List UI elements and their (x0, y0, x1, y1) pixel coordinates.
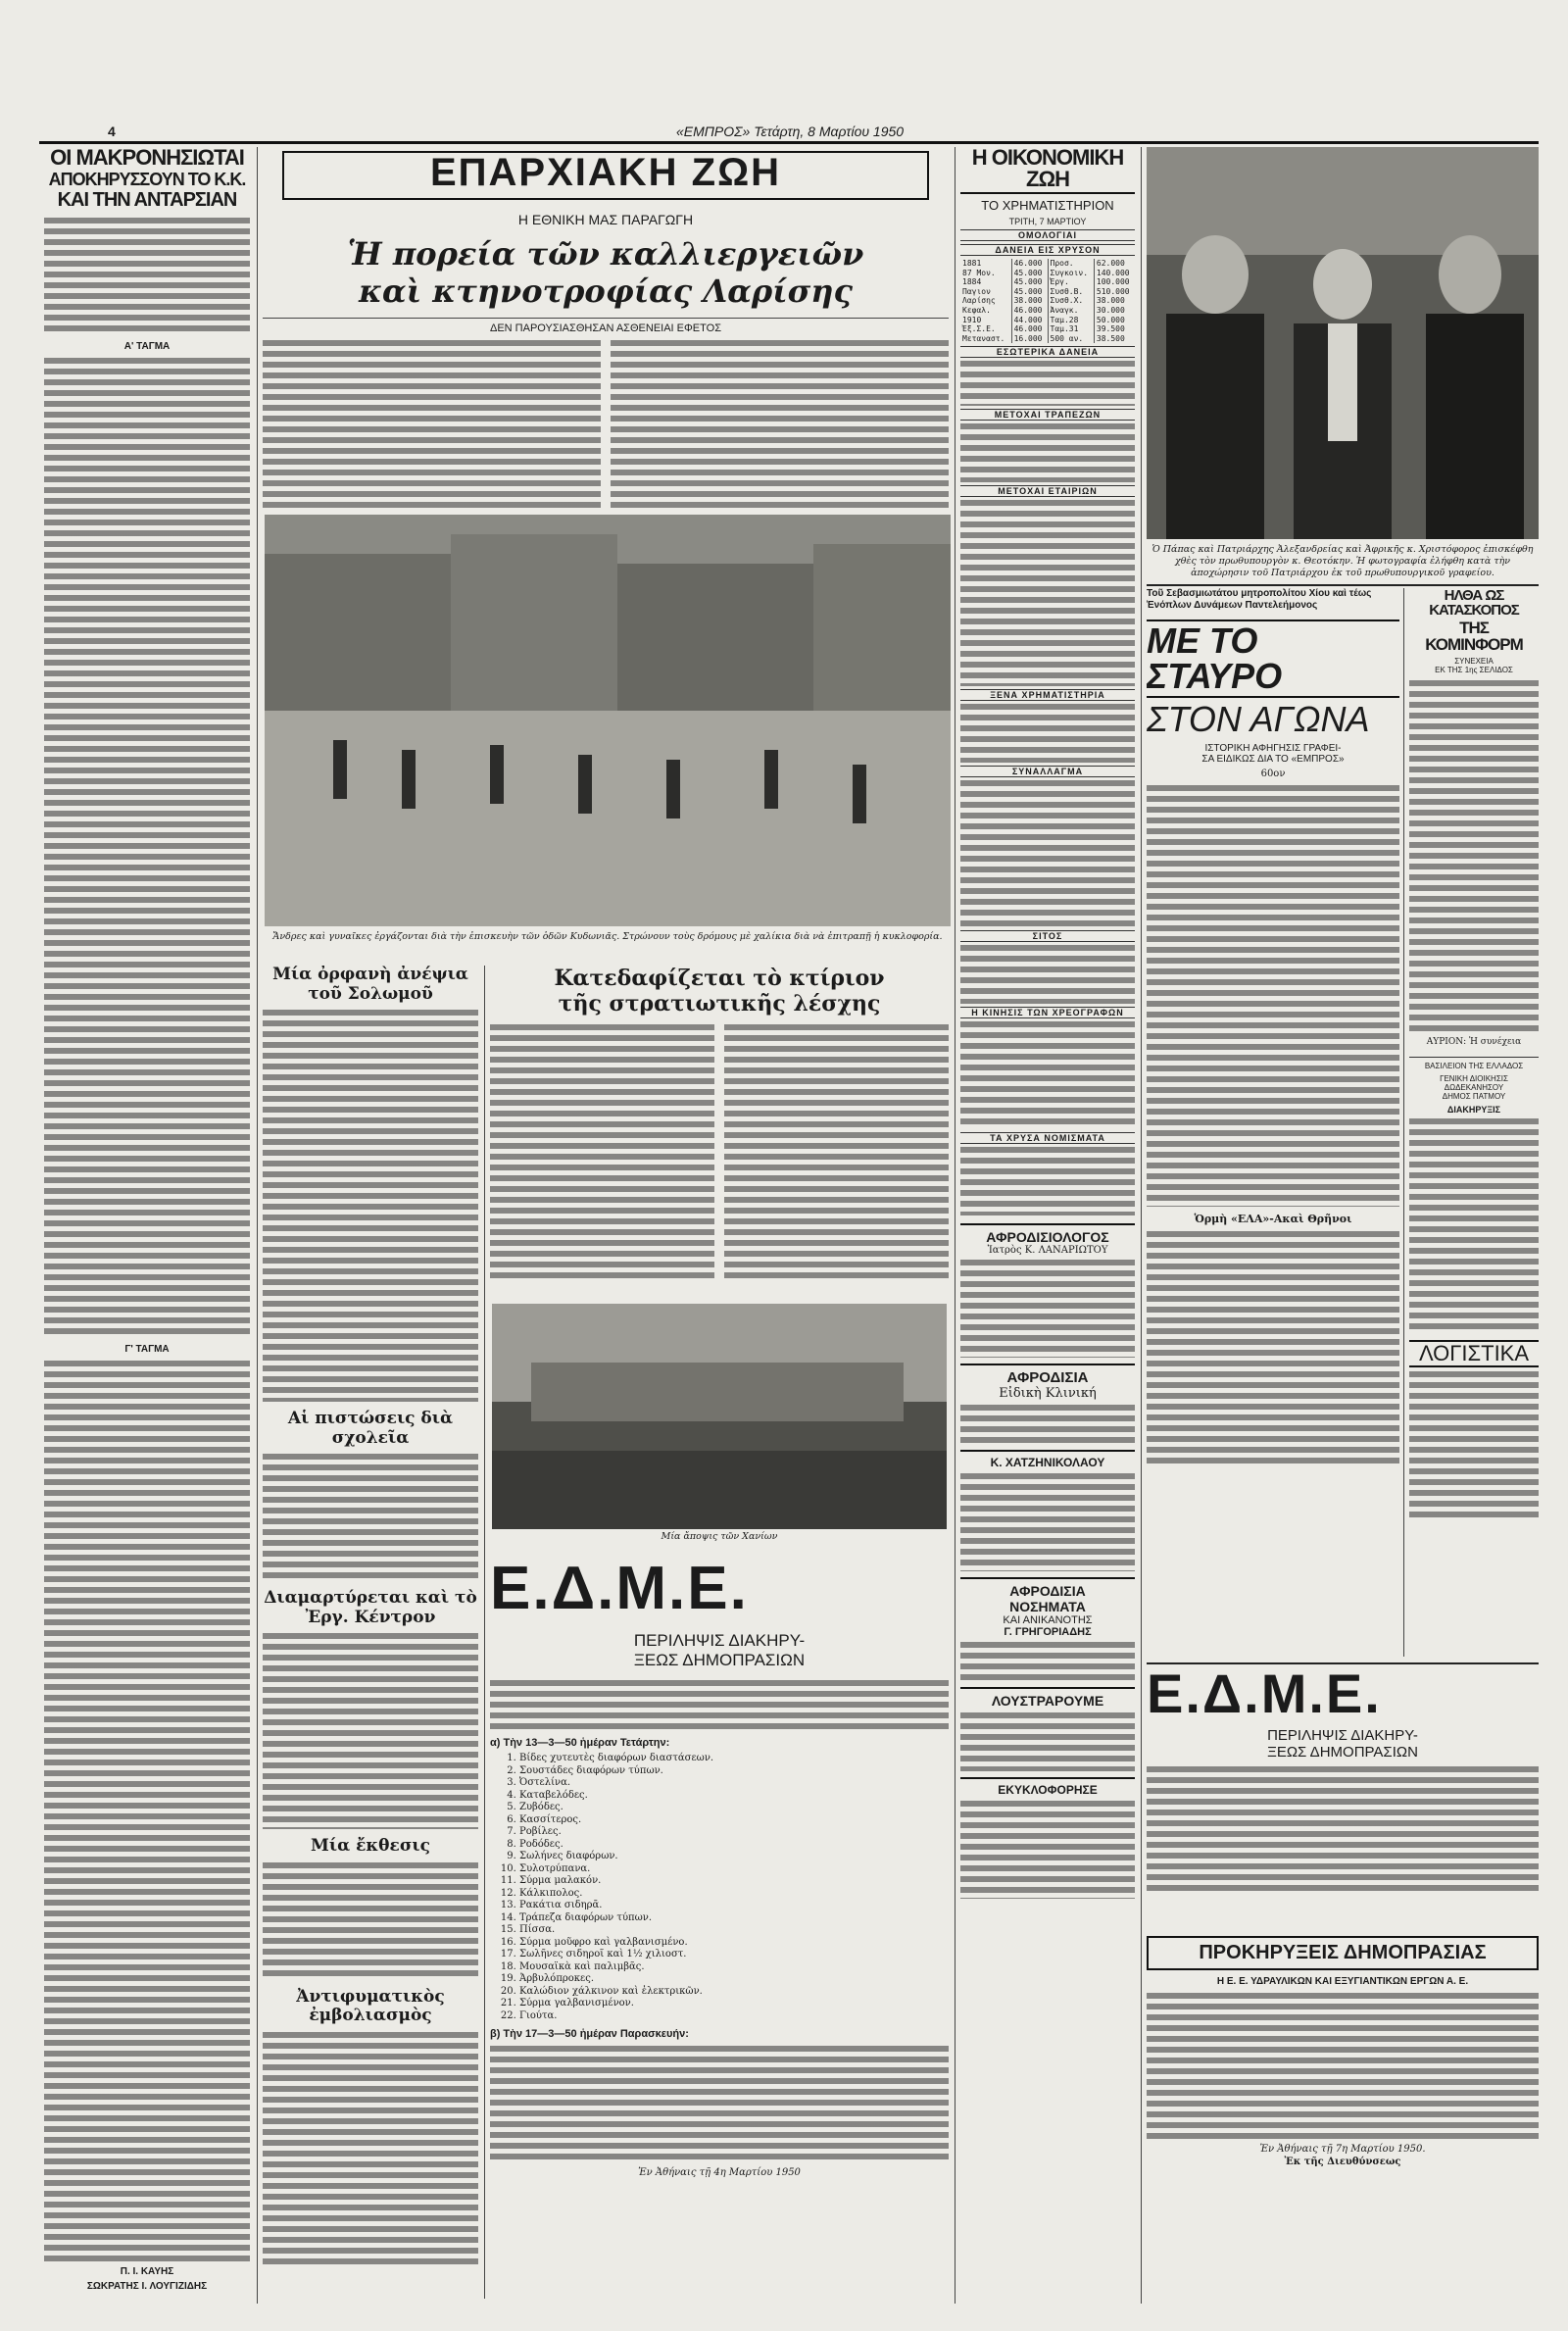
street-photo-svg (265, 515, 951, 926)
ad-chatzinikolaou: Κ. ΧΑΤΖΗΝΙΚΟΛΑΟΥ (960, 1450, 1135, 1469)
edme-center-logo: Ε.Δ.Μ.Ε. (490, 1559, 749, 1622)
prokirixeis-sub: Η Ε. Ε. ΥΔΡΑΥΛΙΚΩΝ ΚΑΙ ΕΞΥΓΙΑΝΤΙΚΩΝ ΕΡΓΩΝ Α. Ε. (1216, 1976, 1469, 1987)
eparxiaki-banner-text: ΕΠΑΡΧΙΑΚΗ ΖΩΗ (429, 151, 782, 194)
ad-kykloforise: ΕΚΥΚΛΟΦΟΡΗΣΕ (960, 1777, 1135, 1797)
edme-right-body (1147, 1766, 1539, 1894)
cell: Λαρίσης (962, 296, 996, 306)
edme-item: 14. Τράπεζα διαφόρων τύπων. (519, 1912, 949, 1925)
cell: 45.000 (1011, 269, 1048, 278)
prokirixeis-section (1147, 1936, 1539, 2304)
far-right-column (1409, 588, 1539, 1657)
stavro-sub-1: ΙΣΤΟΡΙΚΗ ΑΦΗΓΗΣΙΣ ΓΡΑΦΕΙ- (1204, 743, 1342, 754)
edme-item: 9. Σωλήνες διαφόρων. (519, 1851, 949, 1863)
far-right-diakyxis: ΔΙΑΚΗΡΥΞΙΣ (1446, 1105, 1501, 1115)
left-footer: ΣΩΚΡΑΤΗΣ Ι. ΛΟΥΓΙΖΙΔΗΣ (86, 2281, 208, 2292)
rule-edme-right (1147, 1662, 1539, 1664)
cell: Παγιον (962, 286, 991, 296)
cell: Ἐξ.Σ.Ε. (962, 324, 996, 334)
chania-photo (492, 1304, 947, 1529)
left-headline-line-1: ΟΙ ΜΑΚΡΟΝΗΣΙΩΤΑΙ (50, 147, 244, 170)
rule-right-2 (1403, 588, 1404, 1657)
patriarch-photo-svg (1147, 147, 1539, 539)
cell: 38.500 (1094, 334, 1135, 344)
oikonomiki-date: ΤΡΙΤΗ, 7 ΜΑΡΤΙΟΥ (1008, 217, 1087, 226)
solomos-title: Μία ὀρφανὴ ἀνέψια τοῦ Σολωμοῦ (272, 966, 468, 1004)
edme-item: 18. Μουσαϊκὰ καὶ παλιμβᾶς. (519, 1961, 949, 1974)
far-right-logistika-body (1409, 1371, 1539, 1518)
pistoseis-title: Αἱ πιστώσεις διὰ σχολεῖα (287, 1409, 454, 1448)
edme-right-title-2: ΞΕΩΣ ΔΗΜΟΠΡΑΣΙΩΝ (1267, 1744, 1418, 1761)
eparxiaki-body-col-1 (263, 340, 601, 509)
oikonomiki-section-2: ΕΣΩΤΕΡΙΚΑ ΔΑΝΕΙΑ (960, 346, 1135, 358)
ekthesis-title: Μία ἔκθεσις (311, 1836, 430, 1857)
cell: 1910 (962, 315, 982, 324)
oikonomiki-title: ΤΟ ΧΡΗΜΑΤΙΣΤΗΡΙΟΝ (981, 198, 1114, 213)
prokirixeis-body (1147, 1993, 1539, 2140)
edme-item: 12. Κάλκιπολος. (519, 1888, 949, 1901)
gold-text (960, 1147, 1135, 1215)
cell: Ἀναγκ. (1048, 306, 1094, 316)
page-number: 4 (108, 124, 116, 139)
diamartyrontai-title: Διαμαρτύρεται καὶ τὸ Ἐργ. Κέντρον (264, 1588, 477, 1627)
stavro-body-2 (1147, 1231, 1399, 1466)
cell: 62.000 (1094, 259, 1135, 269)
edme-item: 2. Σουστάδες διαφόρων τύπων. (519, 1765, 949, 1778)
far-right-headline-1: ΗΛΘΑ ΩΣ ΚΑΤΑΣΚΟΠΟΣ (1429, 588, 1519, 619)
oikonomiki-section-5: ΞΕΝΑ ΧΡΗΜΑΤΙΣΤΗΡΙΑ (960, 689, 1135, 701)
cell: 16.000 (1011, 334, 1048, 344)
ad-anikanotis: ΚΑΙ ΑΝΙΚΑΝΟΤΗΣ (1003, 1614, 1093, 1627)
cell: 140.000 (1094, 269, 1135, 278)
patriarch-caption: Ὁ Πάπας καὶ Πατριάρχης Ἀλεξανδρείας καὶ Ἀφρικῆς κ. Χριστόφορος ἐπισκέφθη χθὲς τὸν πρωθυπουργὸν κ. Θεοτόκην. Ἡ φωτογραφία ἐλήφθη κατὰ τὴν ἀποχώρησιν τοῦ Πατριάρχου ἐκ τοῦ πρωθυπουργικοῦ γραφείου. (1152, 544, 1534, 578)
ktirion-body (490, 1024, 949, 1279)
prokirixeis-date: Ἐν Ἀθήναις τῇ 7η Μαρτίου 1950. (1259, 2144, 1426, 2155)
cell: 46.000 (1011, 324, 1048, 334)
company-shares-table (960, 500, 1135, 686)
cell: Κεφαλ. (962, 305, 991, 315)
cell: 38.000 (1094, 296, 1135, 306)
far-right-diakyxis-body (1409, 1118, 1539, 1334)
bank-shares-table (960, 423, 1135, 482)
eparxiaki-subtitle: ΔΕΝ ΠΑΡΟΥΣΙΑΣΘΗΣΑΝ ΑΣΘΕΝΕΙΑΙ ΕΦΕΤΟΣ (263, 318, 949, 334)
cell: 30.000 (1094, 306, 1135, 316)
edme-center-items (490, 1753, 949, 2022)
table-row (960, 277, 1135, 287)
ktirion-body-col-2 (724, 1024, 949, 1279)
cell: 38.000 (1011, 296, 1048, 306)
edme-item: 3. Ὀστελίνα. (519, 1777, 949, 1790)
left-text-block-1 (44, 358, 250, 1338)
rule-mid-2 (955, 147, 956, 2304)
street-photo-caption: Ἄνδρες καὶ γυναῖκες ἐργάζονται διὰ τὴν ἐπισκευὴν τῶν ὁδῶν Κυδωνιᾶς. Στρώνουν τοὺς δρόμους μὲ χαλίκια διὰ νὰ ἐπιτραπῇ ἡ κυκλοφορία. (272, 931, 943, 942)
ad-loustraroume-text (960, 1712, 1135, 1771)
stavro-part: 60ον (1260, 769, 1286, 779)
far-right-tomorrow: ΑΥΡΙΟΝ: Ἡ συνέχεια (1426, 1037, 1522, 1047)
far-right-headline-2: ΤΗΣ ΚΟΜΙΝΦΟΡΜ (1425, 619, 1523, 654)
cell: 46.000 (1011, 306, 1048, 316)
edme-right-title-1: ΠΕΡΙΛΗΨΙΣ ΔΙΑΚΗΡΥ- (1267, 1727, 1418, 1744)
edme-item: 20. Καλώδιον χάλκινον καὶ ἐλεκτρικῶν. (519, 1986, 949, 1999)
left-column (44, 147, 250, 2304)
cell: 44.000 (1011, 316, 1048, 325)
edme-item: 16. Σύρμα μοῦφρο καὶ γαλβανισμένο. (519, 1937, 949, 1950)
edme-center-footer: Ἐν Ἀθήναις τῇ 4η Μαρτίου 1950 (638, 2167, 801, 2178)
prokirixeis-sign: Ἐκ τῆς Διευθύνσεως (1284, 2157, 1401, 2167)
cell: 510.000 (1094, 287, 1135, 297)
rule-top-photo (1147, 584, 1539, 586)
stavro-kicker: Τοῦ Σεβασμιωτάτου μητροπολίτου Χίου καὶ τέως Ἐνόπλων Δυνάμεων Παντελεήμονος (1147, 588, 1372, 611)
cell: 45.000 (1011, 277, 1048, 287)
rule-left (257, 147, 258, 2304)
far-right-from-page: ΕΚ ΤΗΣ 1ης ΣΕΛΙΔΟΣ (1435, 666, 1513, 674)
edme-right-logo: Ε.Δ.Μ.Ε. (1147, 1666, 1382, 1724)
edme-item: 10. Συλοτρύπανα. (519, 1863, 949, 1876)
oikonomiki-section-7: ΣΙΤΟΣ (960, 930, 1135, 942)
cell: Συγκοιν. (1048, 269, 1094, 278)
oikonomiki-section-1: ΟΜΟΛΟΓΙΑΙ (960, 229, 1135, 241)
stavro-title-1: ΜΕ ΤΟ ΣΤΑΥΡΟ (1147, 620, 1399, 698)
eparxiaki-body-col-2 (611, 340, 949, 509)
left-subhead-g: Γ' ΤΑΓΜΑ (124, 1344, 170, 1355)
cell: Ἐργ. (1048, 277, 1094, 287)
cell: Ταμ.31 (1048, 324, 1094, 334)
edme-item: 7. Ροβίλες. (519, 1826, 949, 1839)
eparxiaki-banner (282, 151, 929, 200)
oikonomiki-section-3: ΜΕΤΟΧΑΙ ΤΡΑΠΕΖΩΝ (960, 409, 1135, 421)
edme-item: 17. Σωλῆνες σιδηροῖ καὶ 1½ χιλιοστ. (519, 1949, 949, 1961)
table-row (960, 306, 1135, 316)
eparxiaki-title-2: καὶ κτηνοτροφίας Λαρίσης (359, 273, 853, 310)
solomos-body (263, 1010, 478, 1402)
ktirion-story (490, 966, 949, 1299)
edme-item: 11. Σύρμα μαλακόν. (519, 1875, 949, 1888)
edme-center-date-line: α) Τὴν 13—3—50 ἡμέραν Τετάρτην: (490, 1737, 670, 1749)
stavro-title-2: ΣΤΟΝ ΑΓΩΝΑ (1147, 699, 1370, 739)
ktirion-title-1: Κατεδαφίζεται τὸ κτίριον (554, 966, 885, 991)
rule-mid-1 (484, 966, 485, 2299)
rule-right-1 (1141, 147, 1142, 2304)
far-right-dimos: ΔΗΜΟΣ ΠΑΤΜΟΥ (1442, 1092, 1506, 1101)
stavro-body-1 (1147, 785, 1399, 1207)
far-right-gen: ΓΕΝΙΚΗ ΔΙΟΙΚΗΣΙΣ ΔΩΔΕΚΑΝΗΣΟΥ (1440, 1074, 1508, 1092)
ad-afrodisia-2: ΑΦΡΟΔΙΣΙΑ (960, 1577, 1135, 1599)
edme-center-title-2: ΞΕΩΣ ΔΗΜΟΠΡΑΣΙΩΝ (633, 1651, 806, 1669)
table-row (960, 324, 1135, 334)
table-row (960, 269, 1135, 278)
stavro-section (1147, 588, 1399, 1568)
ad-grigoriadis-text (960, 1642, 1135, 1681)
edme-item: 8. Ροδόδες. (519, 1839, 949, 1852)
ktirion-body-col-1 (490, 1024, 714, 1279)
ad-chatzinikolaou-text (960, 1473, 1135, 1571)
ktirion-title-2: τῆς στρατιωτικῆς λέσχης (558, 991, 881, 1017)
ad-afrodisia: ΑΦΡΟΔΙΣΙΑ (960, 1364, 1135, 1386)
edme-item: 19. Ἀρβυλόπροκες. (519, 1973, 949, 1986)
cell: 50.000 (1094, 316, 1135, 325)
foreign-exchange-table (960, 704, 1135, 763)
edme-item: 4. Καταβελόδες. (519, 1790, 949, 1803)
cell: 45.000 (1011, 287, 1048, 297)
currency-table (960, 780, 1135, 927)
cell: 500 αν. (1048, 334, 1094, 344)
edme-item: 22. Γιούτα. (519, 2010, 949, 2023)
antiv-body (263, 2032, 478, 2267)
antiv-title: Ἀντιφυματικὸς ἐμβολιασμὸς (296, 1986, 445, 2026)
table-row (960, 259, 1135, 269)
prokirixeis-title: ΠΡΟΚΗΡΥΞΕΙΣ ΔΗΜΟΠΡΑΣΙΑΣ (1147, 1936, 1539, 1970)
cell: 1881 (962, 259, 982, 268)
oikonomiki-section-1b: ΔΑΝΕΙΑ ΕΙΣ ΧΡΥΣΟΝ (960, 244, 1135, 256)
oikonomiki-section-6: ΣΥΝΑΛΛΑΓΜΑ (960, 766, 1135, 777)
chania-caption: Μία ἄποψις τῶν Χανίων (661, 1531, 778, 1542)
securities-text (960, 1021, 1135, 1129)
edme-item: 13. Ρακάτια σιδηρᾶ. (519, 1900, 949, 1912)
edme-right (1147, 1666, 1539, 1921)
pistoseis-body (263, 1454, 478, 1581)
left-intro-text (44, 218, 250, 335)
edme-center-title-1: ΠΕΡΙΛΗΨΙΣ ΔΙΑΚΗΡΥ- (633, 1631, 806, 1650)
eparxiaki-title-1: Ἡ πορεία τῶν καλλιεργειῶν (347, 235, 864, 273)
cell: Προσ. (1048, 259, 1094, 269)
far-right-continued: ΣΥΝΕΧΕΙΑ (1454, 657, 1494, 666)
ad-kykloforise-text (960, 1801, 1135, 1899)
left-headline-line-2: ΑΠΟΚΗΡΥΣΣΟΥΝ ΤΟ Κ.Κ. (48, 170, 246, 189)
cell: 46.000 (1011, 259, 1048, 269)
edme-center-outro (490, 2046, 949, 2163)
table-row (960, 334, 1135, 344)
table-row (960, 296, 1135, 306)
stavro-inner-1: Ὁρμὴ «ΕΛΑ»-Ακαὶ Θρῆνοι (1194, 1213, 1352, 1225)
ad-eidiki: Εἰδικὴ Κλινική (999, 1386, 1097, 1402)
ad-afrodisiologos-text (960, 1260, 1135, 1358)
ad-eidiki-text (960, 1405, 1135, 1444)
edme-center-intro (490, 1680, 949, 1729)
left-text-block-2 (44, 1361, 250, 2262)
table-row (960, 316, 1135, 325)
left-headline-line-3: ΚΑΙ ΤΗΝ ΑΝΤΑΡΣΙΑΝ (57, 189, 237, 211)
ad-afrodisiologos: ΑΦΡΟΔΙΣΙΟΛΟΓΟΣ (960, 1223, 1135, 1245)
ad-nosimata: ΝΟΣΗΜΑΤΑ (1009, 1599, 1086, 1615)
stavro-sub-2: ΣΑ ΕΙΔΙΚΩΣ ΔΙΑ ΤΟ «ΕΜΠΡΟΣ» (1201, 754, 1345, 765)
edme-center-date-line-b: β) Τὴν 17—3—50 ἡμέραν Παρασκευήν: (490, 2028, 689, 2040)
ad-loustraroume: ΛΟΥΣΤΡΑΡΟΥΜΕ (960, 1687, 1135, 1709)
oikonomiki-banner: Η ΟΙΚΟΝΟΜΙΚΗ ΖΩΗ (960, 147, 1135, 194)
eparxiaki-body (263, 340, 949, 509)
left-headline (44, 147, 250, 210)
bonds-table (960, 259, 1135, 343)
oikonomiki-section-4: ΜΕΤΟΧΑΙ ΕΤΑΙΡΙΩΝ (960, 485, 1135, 497)
edme-item: 5. Ζυβόδες. (519, 1802, 949, 1814)
far-right-logistika: ΛΟΓΙΣΤΙΚΑ (1409, 1340, 1539, 1367)
ad-afrodisiologos-name: Ἰατρὸς Κ. ΛΑΝΑΡΙΩΤΟΥ (987, 1245, 1108, 1257)
far-right-royal: ΒΑΣΙΛΕΙΟΝ ΤΗΣ ΕΛΛΑΔΟΣ (1409, 1057, 1539, 1070)
oikonomiki-section-8: Η ΚΙΝΗΣΙΣ ΤΩΝ ΧΡΕΟΓΡΑΦΩΝ (960, 1007, 1135, 1018)
left-signature: Π. Ι. ΚΑΥΗΣ (120, 2266, 174, 2277)
masthead (39, 124, 1539, 144)
cell: Ταμ.28 (1048, 316, 1094, 325)
far-right-body (1409, 680, 1539, 1033)
ekthesis-body (263, 1862, 478, 1980)
patriarch-photo (1147, 147, 1539, 539)
ad-grigoriadis: Γ. ΓΡΗΓΟΡΙΑΔΗΣ (1004, 1626, 1092, 1639)
mid-narrow-column (263, 966, 478, 2299)
edme-item: 15. Πίσσα. (519, 1924, 949, 1937)
masthead-title: «ΕΜΠΡΟΣ» Τετάρτη, 8 Μαρτίου 1950 (676, 124, 905, 139)
street-photo (265, 515, 951, 926)
oikonomiki-column (960, 147, 1135, 2304)
eparxiaki-kicker: Η ΕΘΝΙΚΗ ΜΑΣ ΠΑΡΑΓΩΓΗ (517, 212, 694, 227)
wheat-text (960, 945, 1135, 1004)
cell: 100.000 (1094, 277, 1135, 287)
cell: Συσθ.Β. (1048, 287, 1094, 297)
internal-loans-table (960, 361, 1135, 406)
table-row (960, 287, 1135, 297)
cell: 1884 (962, 277, 982, 287)
chania-photo-svg (492, 1304, 947, 1529)
edme-item: 1. Βίδες χυτευτὲς διαφόρων διαστάσεων. (519, 1753, 949, 1765)
oikonomiki-section-9: ΤΑ ΧΡΥΣΑ ΝΟΜΙΣΜΑΤΑ (960, 1132, 1135, 1144)
cell: 39.500 (1094, 324, 1135, 334)
cell: Μεταναστ. (962, 333, 1005, 343)
edme-center (490, 1559, 949, 2304)
edme-item: 21. Σύρμα γαλβανισμένον. (519, 1998, 949, 2010)
edme-item: 6. Κασσίτερος. (519, 1814, 949, 1827)
diamartyrontai-body (263, 1633, 478, 1829)
cell: 87 Μον. (962, 268, 996, 277)
left-subhead-a: Α' ΤΑΓΜΑ (123, 341, 171, 352)
cell: Συσθ.Χ. (1048, 296, 1094, 306)
